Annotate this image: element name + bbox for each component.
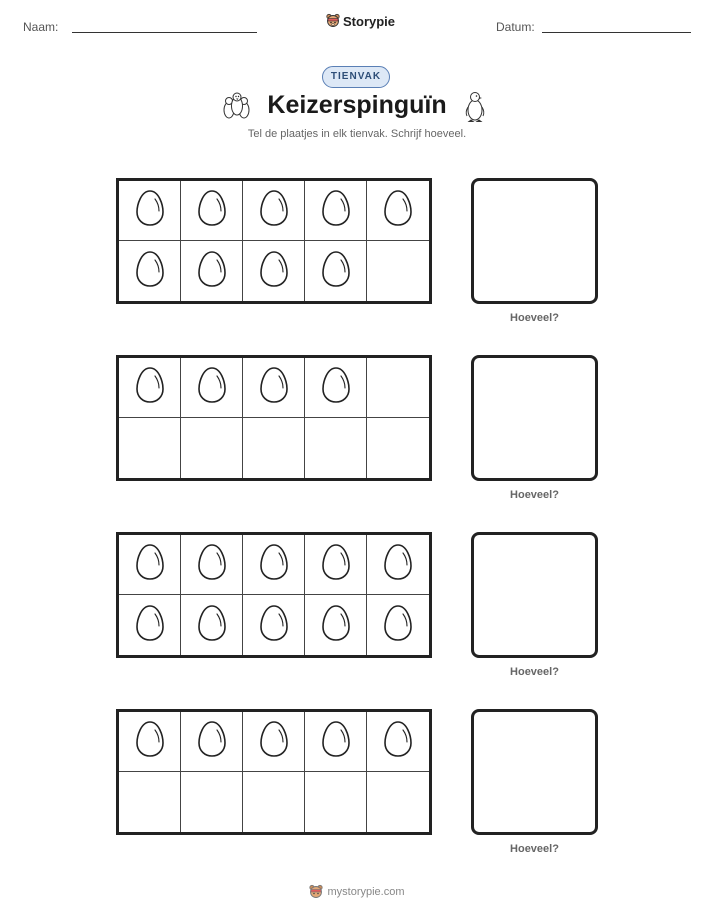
egg-icon [259,543,289,586]
egg-icon [197,543,227,586]
egg-icon [321,720,351,763]
egg-icon [383,543,413,586]
egg-icon [259,250,289,293]
page-title: Keizerspinguïn [267,91,447,119]
egg-icon [383,604,413,647]
ten-frame-cell [305,772,367,832]
date-line[interactable] [542,32,691,33]
ten-frame-cell [305,358,367,418]
egg-icon [321,189,351,232]
ten-frame-cell [119,181,181,241]
ten-frame-cell [367,241,429,301]
ten-frame-cell [181,358,243,418]
egg-icon [135,250,165,293]
storypie-bear-icon [309,884,323,900]
egg-icon [135,720,165,763]
ten-frame [116,178,432,304]
ten-frame-cell [243,418,305,478]
ten-frame-cell [367,535,429,595]
egg-icon [135,604,165,647]
answer-box[interactable] [471,178,598,304]
egg-icon [197,604,227,647]
ten-frame-cell [119,535,181,595]
ten-frame-cell [119,418,181,478]
ten-frame [116,355,432,481]
footer-url[interactable]: mystorypie.com [327,886,405,898]
answer-box[interactable] [471,355,598,481]
ten-frame-cell [181,595,243,655]
ten-frame-cell [181,418,243,478]
egg-icon [197,189,227,232]
brand-name: Storypie [343,13,396,29]
answer-box[interactable] [471,709,598,835]
ten-frame-cell [181,772,243,832]
name-line[interactable] [72,32,257,33]
egg-icon [321,250,351,293]
ten-frame-cell [367,181,429,241]
answer-prompt: Hoeveel? [510,312,559,324]
egg-icon [135,543,165,586]
egg-icon [259,604,289,647]
ten-frame-cell [305,535,367,595]
egg-icon [321,543,351,586]
ten-frame-cell [243,772,305,832]
category-badge: TIENVAK [322,66,390,88]
ten-frame-cell [367,712,429,772]
ten-frame-cell [119,772,181,832]
ten-frame-cell [305,595,367,655]
egg-icon [197,366,227,409]
ten-frame-cell [367,358,429,418]
ten-frame-cell [243,181,305,241]
footer [0,884,714,900]
ten-frame-cell [243,595,305,655]
ten-frame-cell [367,772,429,832]
answer-prompt: Hoeveel? [510,843,559,855]
ten-frame-cell [305,418,367,478]
date-label: Datum: [496,20,535,34]
egg-icon [383,189,413,232]
egg-icon [135,189,165,232]
ten-frame-cell [243,712,305,772]
egg-icon [197,250,227,293]
egg-icon [383,720,413,763]
egg-icon [321,604,351,647]
ten-frame-cell [181,535,243,595]
ten-frame-cell [243,535,305,595]
ten-frame-cell [119,712,181,772]
name-label: Naam: [23,20,59,34]
ten-frame-cell [305,712,367,772]
ten-frame-cell [367,418,429,478]
ten-frame-cell [119,358,181,418]
egg-icon [259,189,289,232]
instructions: Tel de plaatjes in elk tienvak. Schrijf hoeveel. [247,128,467,140]
storypie-bear-icon [326,13,340,29]
ten-frame-cell [119,595,181,655]
ten-frame-cell [181,712,243,772]
ten-frame-cell [367,595,429,655]
egg-icon [259,720,289,763]
egg-icon [259,366,289,409]
ten-frame-cell [243,241,305,301]
ten-frame [116,532,432,658]
egg-icon [321,366,351,409]
ten-frame-cell [243,358,305,418]
ten-frame-cell [305,181,367,241]
ten-frame-cell [305,241,367,301]
answer-prompt: Hoeveel? [510,489,559,501]
penguin-icon [464,90,486,122]
ten-frame-cell [119,241,181,301]
ten-frame-cell [181,181,243,241]
egg-icon [135,366,165,409]
brand-logo [326,13,395,29]
ten-frame [116,709,432,835]
ten-frame-cell [181,241,243,301]
answer-prompt: Hoeveel? [510,666,559,678]
egg-icon [197,720,227,763]
answer-box[interactable] [471,532,598,658]
